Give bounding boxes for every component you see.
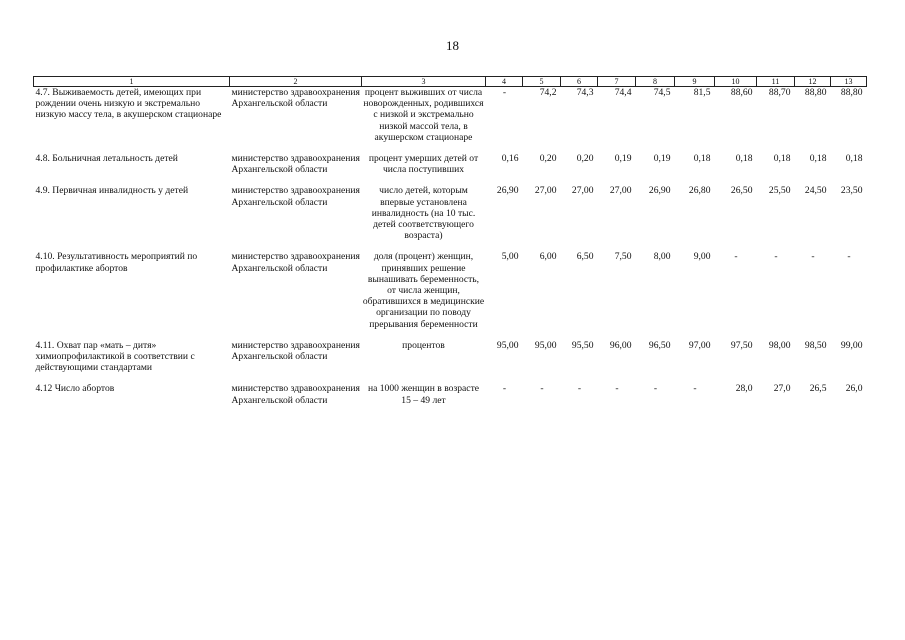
value-cell: 6,50 [576, 251, 594, 263]
value-cell: 26,90 [496, 185, 519, 197]
value-cell: - [811, 251, 815, 263]
value-cell: 0,18 [735, 153, 753, 165]
value-cell: 97,00 [688, 339, 711, 351]
value-cell: - [847, 251, 851, 263]
executor-cell: министерство здравоохранения Архангельской области [231, 185, 360, 208]
executor-cell: министерство здравоохранения Архангельской области [231, 339, 360, 363]
col-header: 4 [486, 77, 523, 87]
value-cell: 95,50 [571, 339, 594, 351]
value-cell: 0,18 [845, 153, 863, 165]
table-row [34, 153, 867, 185]
value-cell: 7,50 [614, 251, 632, 263]
value-cell: 27,00 [571, 185, 594, 197]
value-cell: - [502, 87, 507, 98]
unit-cell: на 1000 женщин в возрасте 15 – 49 лет [367, 383, 480, 406]
value-cell: - [502, 383, 507, 395]
value-cell: 99,00 [840, 339, 863, 351]
value-cell: 74,2 [539, 87, 557, 98]
value-cell: 23,50 [840, 185, 863, 197]
col-header: 8 [636, 77, 675, 87]
executor-cell: министерство здравоохранения Архангельской области [231, 87, 360, 110]
value-cell: - [774, 251, 778, 263]
value-cell: 26,5 [809, 383, 827, 395]
value-cell: 88,60 [730, 87, 753, 98]
value-cell: 5,00 [501, 251, 519, 263]
indicator-cell: 4.12 Число абортов [35, 383, 115, 395]
indicator-cell: 4.9. Первичная инвалидность у детей [35, 185, 189, 197]
value-cell: 74,4 [614, 87, 632, 98]
value-cell: 6,00 [539, 251, 557, 263]
value-cell: 95,00 [496, 339, 519, 351]
indicators-table [33, 76, 867, 416]
executor-cell: министерство здравоохранения Архангельской области [231, 251, 360, 274]
col-header: 3 [362, 77, 486, 87]
value-cell: 27,0 [773, 383, 791, 395]
value-cell: 88,80 [840, 87, 863, 98]
value-cell: 0,19 [614, 153, 632, 165]
table-row [34, 251, 867, 339]
indicator-cell: 4.8. Больничная летальность детей [35, 153, 178, 165]
col-header: 11 [757, 77, 795, 87]
unit-cell: доля (процент) женщин, принявших решение вынашивать беременность, от числа женщин, обратившихся в медицинские организации по поводу прерывания беременности [362, 251, 485, 330]
value-cell: 8,00 [653, 251, 671, 263]
value-cell: 26,80 [688, 185, 711, 197]
col-header: 7 [598, 77, 636, 87]
unit-cell: процент выживших от числа новорожденных, родившихся с низкой и экстремально низкой массой тела, в акушерском стационаре [363, 87, 484, 143]
col-header: 1 [34, 77, 230, 87]
value-cell: 88,80 [804, 87, 827, 98]
col-header: 5 [523, 77, 561, 87]
value-cell: 74,5 [653, 87, 671, 98]
value-cell: - [693, 383, 697, 395]
value-cell: 0,18 [809, 153, 827, 165]
value-cell: 96,50 [648, 339, 671, 351]
value-cell: 0,20 [539, 153, 557, 165]
col-header: 6 [561, 77, 598, 87]
value-cell: 0,18 [693, 153, 711, 165]
value-cell: 24,50 [804, 185, 827, 197]
value-cell: 27,00 [534, 185, 557, 197]
value-cell: 96,00 [609, 339, 632, 351]
page-number: 18 [446, 38, 459, 53]
value-cell: 27,00 [609, 185, 632, 197]
col-header: 2 [230, 77, 362, 87]
value-cell: 98,50 [804, 339, 827, 351]
col-header: 9 [675, 77, 715, 87]
unit-cell: число детей, которым впервые установлена инвалидность (на 10 тыс. детей соответствующего возраста) [371, 185, 476, 242]
value-cell: 98,00 [768, 339, 791, 351]
table-row [34, 340, 867, 384]
executor-cell: министерство здравоохранения Архангельской области [231, 383, 360, 406]
value-cell: - [734, 251, 738, 263]
value-cell: - [653, 383, 658, 395]
col-header: 10 [715, 77, 757, 87]
value-cell: 26,50 [730, 185, 753, 197]
indicator-cell: 4.11. Охват пар «мать – дитя» химиопрофилактикой в соответствии с действующими стандартами [35, 339, 195, 374]
value-cell: 9,00 [693, 251, 711, 263]
value-cell: - [577, 383, 582, 395]
indicator-cell: 4.7. Выживаемость детей, имеющих при рождении очень низкую и экстремально низкую массу тела, в акушерском стационаре [35, 87, 222, 121]
unit-cell: процентов [402, 339, 445, 351]
header-row [34, 77, 867, 87]
value-cell: 25,50 [768, 185, 791, 197]
value-cell: 26,0 [845, 383, 863, 395]
executor-cell: министерство здравоохранения Архангельской области [231, 153, 360, 176]
value-cell: 88,70 [768, 87, 791, 98]
value-cell: 28,0 [735, 383, 753, 395]
value-cell: 0,16 [501, 153, 519, 165]
table-row [34, 185, 867, 251]
value-cell: - [615, 383, 619, 395]
unit-cell: процент умерших детей от числа поступивших [368, 153, 479, 176]
value-cell: 0,19 [653, 153, 671, 165]
value-cell: - [540, 383, 544, 395]
table-row [34, 383, 867, 415]
indicator-cell: 4.10. Результативность мероприятий по профилактике абортов [35, 251, 198, 274]
value-cell: 74,3 [576, 87, 594, 98]
value-cell: 0,20 [576, 153, 594, 165]
value-cell: 95,00 [534, 339, 557, 351]
col-header: 13 [831, 77, 867, 87]
value-cell: 26,90 [648, 185, 671, 197]
value-cell: 0,18 [773, 153, 791, 165]
table-row [34, 87, 867, 154]
value-cell: 97,50 [730, 339, 753, 351]
value-cell: 81,5 [693, 87, 711, 98]
col-header: 12 [795, 77, 831, 87]
